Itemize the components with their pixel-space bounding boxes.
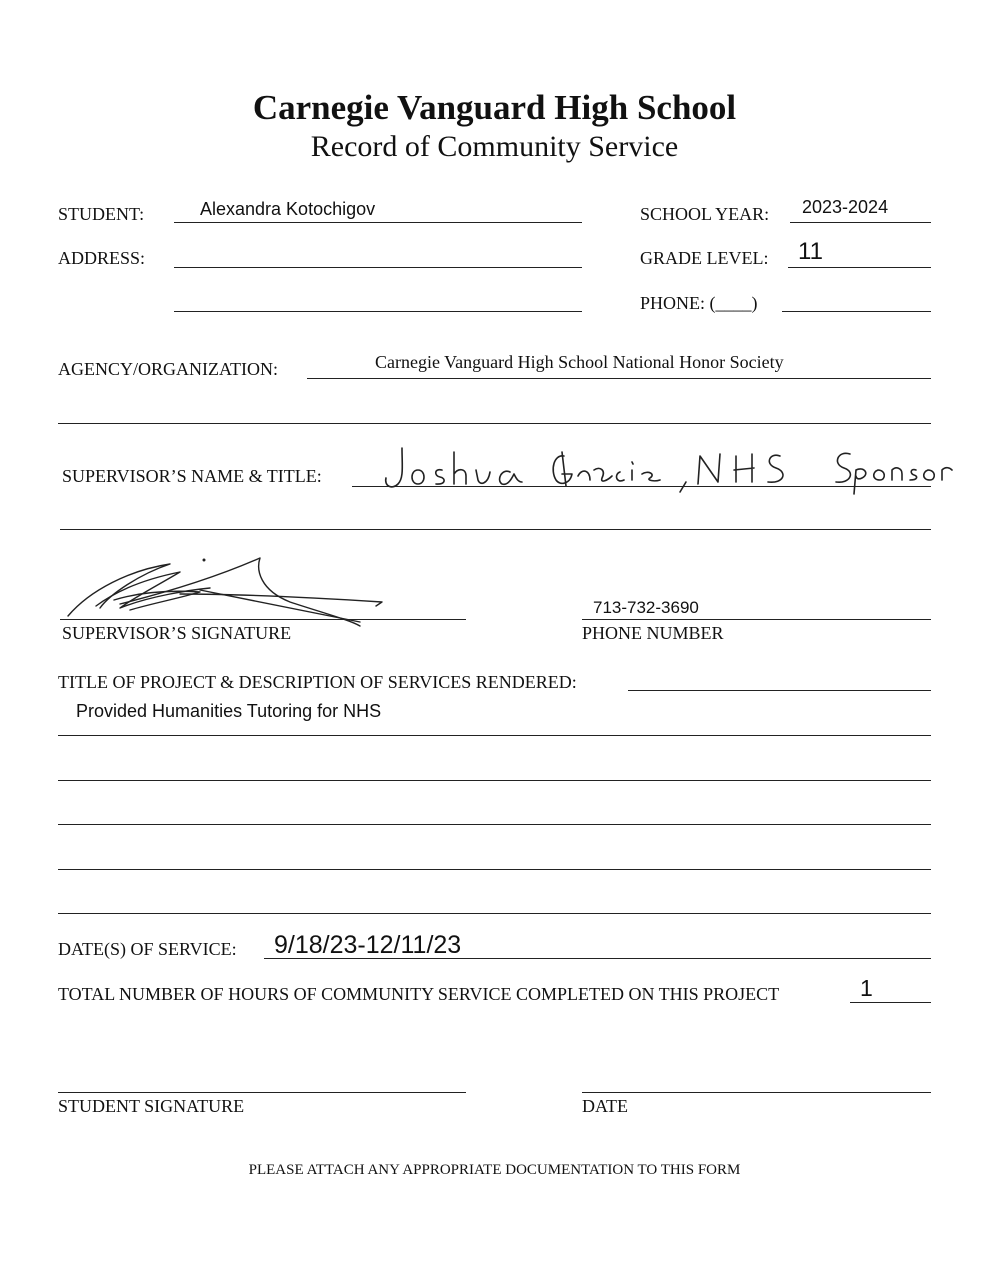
attach-documentation-note: PLEASE ATTACH ANY APPROPRIATE DOCUMENTATION TO THIS FORM	[248, 1162, 741, 1178]
student-name-field[interactable]: Alexandra Kotochigov	[200, 199, 376, 219]
project-label: TITLE OF PROJECT & DESCRIPTION OF SERVICES RENDERED:	[58, 672, 577, 692]
agency-label: AGENCY/ORGANIZATION:	[58, 359, 278, 379]
student-label: STUDENT:	[58, 204, 145, 224]
supervisor-signature-label: SUPERVISOR’S SIGNATURE	[62, 623, 292, 643]
school-year-label: SCHOOL YEAR:	[640, 204, 770, 224]
grade-level-field[interactable]: 11	[798, 238, 823, 265]
address-label: ADDRESS:	[58, 248, 146, 268]
project-line	[58, 913, 931, 914]
project-description-field[interactable]: Provided Humanities Tutoring for NHS	[76, 701, 382, 721]
hours-label: TOTAL NUMBER OF HOURS OF COMMUNITY SERVICE COMPLETED ON THIS PROJECT	[58, 984, 780, 1004]
supervisor-name-label: SUPERVISOR’S NAME & TITLE:	[62, 466, 322, 486]
phone-label: PHONE: (____)	[640, 293, 758, 313]
supervisor-name-handwriting[interactable]	[350, 440, 940, 500]
form-title: Record of Community Service	[310, 130, 679, 163]
date-label: DATE	[582, 1096, 628, 1116]
phone-number-label: PHONE NUMBER	[582, 623, 724, 643]
project-line	[58, 869, 931, 870]
dates-label: DATE(S) OF SERVICE:	[58, 939, 237, 959]
phone-number-field[interactable]: 713-732-3690	[593, 598, 699, 617]
student-signature-label: STUDENT SIGNATURE	[58, 1096, 245, 1116]
agency-field[interactable]: Carnegie Vanguard High School National Honor Society	[375, 352, 784, 372]
school-year-field[interactable]: 2023-2024	[802, 197, 889, 217]
grade-level-label: GRADE LEVEL:	[640, 248, 769, 268]
project-line	[58, 780, 931, 781]
hours-field[interactable]: 1	[860, 975, 873, 1001]
project-line	[58, 824, 931, 825]
dates-field[interactable]: 9/18/23-12/11/23	[274, 931, 462, 959]
school-name: Carnegie Vanguard High School	[252, 88, 737, 127]
